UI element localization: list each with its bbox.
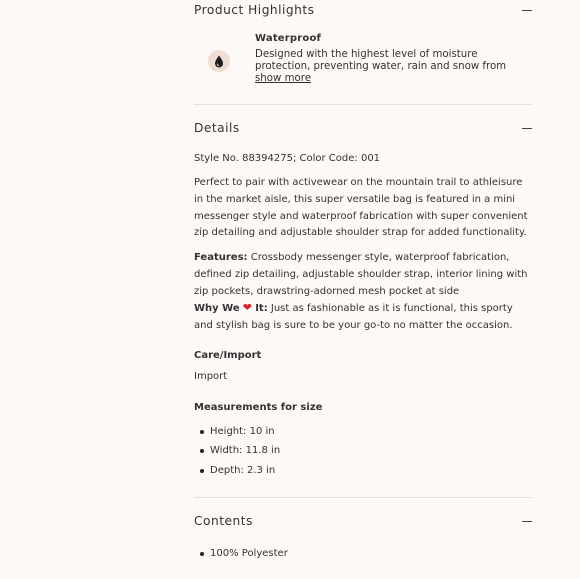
list-item: Height: 10 in bbox=[194, 422, 532, 441]
contents-header[interactable] bbox=[194, 513, 532, 529]
why-we-text: Just as fashionable as it is functional, this sporty and stylish bag is sure to be your go-to no matter the occasion. bbox=[194, 303, 513, 331]
heart-icon: ❤ bbox=[242, 301, 253, 314]
details-title: Details bbox=[194, 121, 240, 135]
details-header[interactable] bbox=[194, 120, 532, 136]
collapse-minus-icon[interactable] bbox=[522, 521, 532, 522]
highlight-title: Waterproof bbox=[255, 33, 322, 44]
features-text: Crossbody messenger style, waterproof fabrication, defined zip detailing, adjustable shoulder strap, interior lining with zip pockets, drawstring-adorned mesh pocket at side bbox=[194, 252, 528, 297]
details-description: Perfect to pair with activewear on the mountain trail to athleisure in the market aisle, this super versatile bag is featured in a mini messenger style and waterproof fabrication with super convenient zip detailing and adjustable shoulder strap for added functionality. bbox=[194, 177, 528, 239]
list-item: Depth: 2.3 in bbox=[194, 461, 532, 480]
care-import-value: Import bbox=[194, 371, 228, 382]
divider bbox=[194, 104, 532, 105]
contents-title: Contents bbox=[194, 514, 253, 528]
care-import-label: Care/Import bbox=[194, 350, 262, 361]
contents-list bbox=[194, 544, 532, 563]
style-number: Style No. 88394275; Color Code: 001 bbox=[194, 153, 381, 164]
features-paragraph bbox=[194, 250, 534, 300]
measurements-label: Measurements for size bbox=[194, 402, 323, 413]
highlight-item-waterproof bbox=[194, 33, 532, 93]
why-we-label: Why We bbox=[194, 303, 240, 314]
divider bbox=[194, 497, 532, 498]
highlight-description: Designed with the highest level of moisture protection, preventing water, rain and snow from bbox=[255, 49, 507, 73]
show-more-link[interactable]: show more bbox=[255, 73, 311, 85]
measurements-list bbox=[194, 422, 532, 480]
water-drop-icon bbox=[208, 50, 230, 72]
list-item: Width: 11.8 in bbox=[194, 441, 532, 460]
product-highlights-title: Product Highlights bbox=[194, 3, 315, 17]
features-label: Features: bbox=[194, 252, 248, 263]
why-we-it-label: It: bbox=[255, 303, 268, 314]
collapse-minus-icon[interactable] bbox=[522, 128, 532, 129]
highlight-text bbox=[255, 33, 532, 85]
why-we-love-it-paragraph bbox=[194, 300, 532, 335]
product-highlights-header[interactable] bbox=[194, 2, 532, 18]
collapse-minus-icon[interactable] bbox=[522, 10, 532, 11]
list-item: 100% Polyester bbox=[194, 544, 532, 563]
